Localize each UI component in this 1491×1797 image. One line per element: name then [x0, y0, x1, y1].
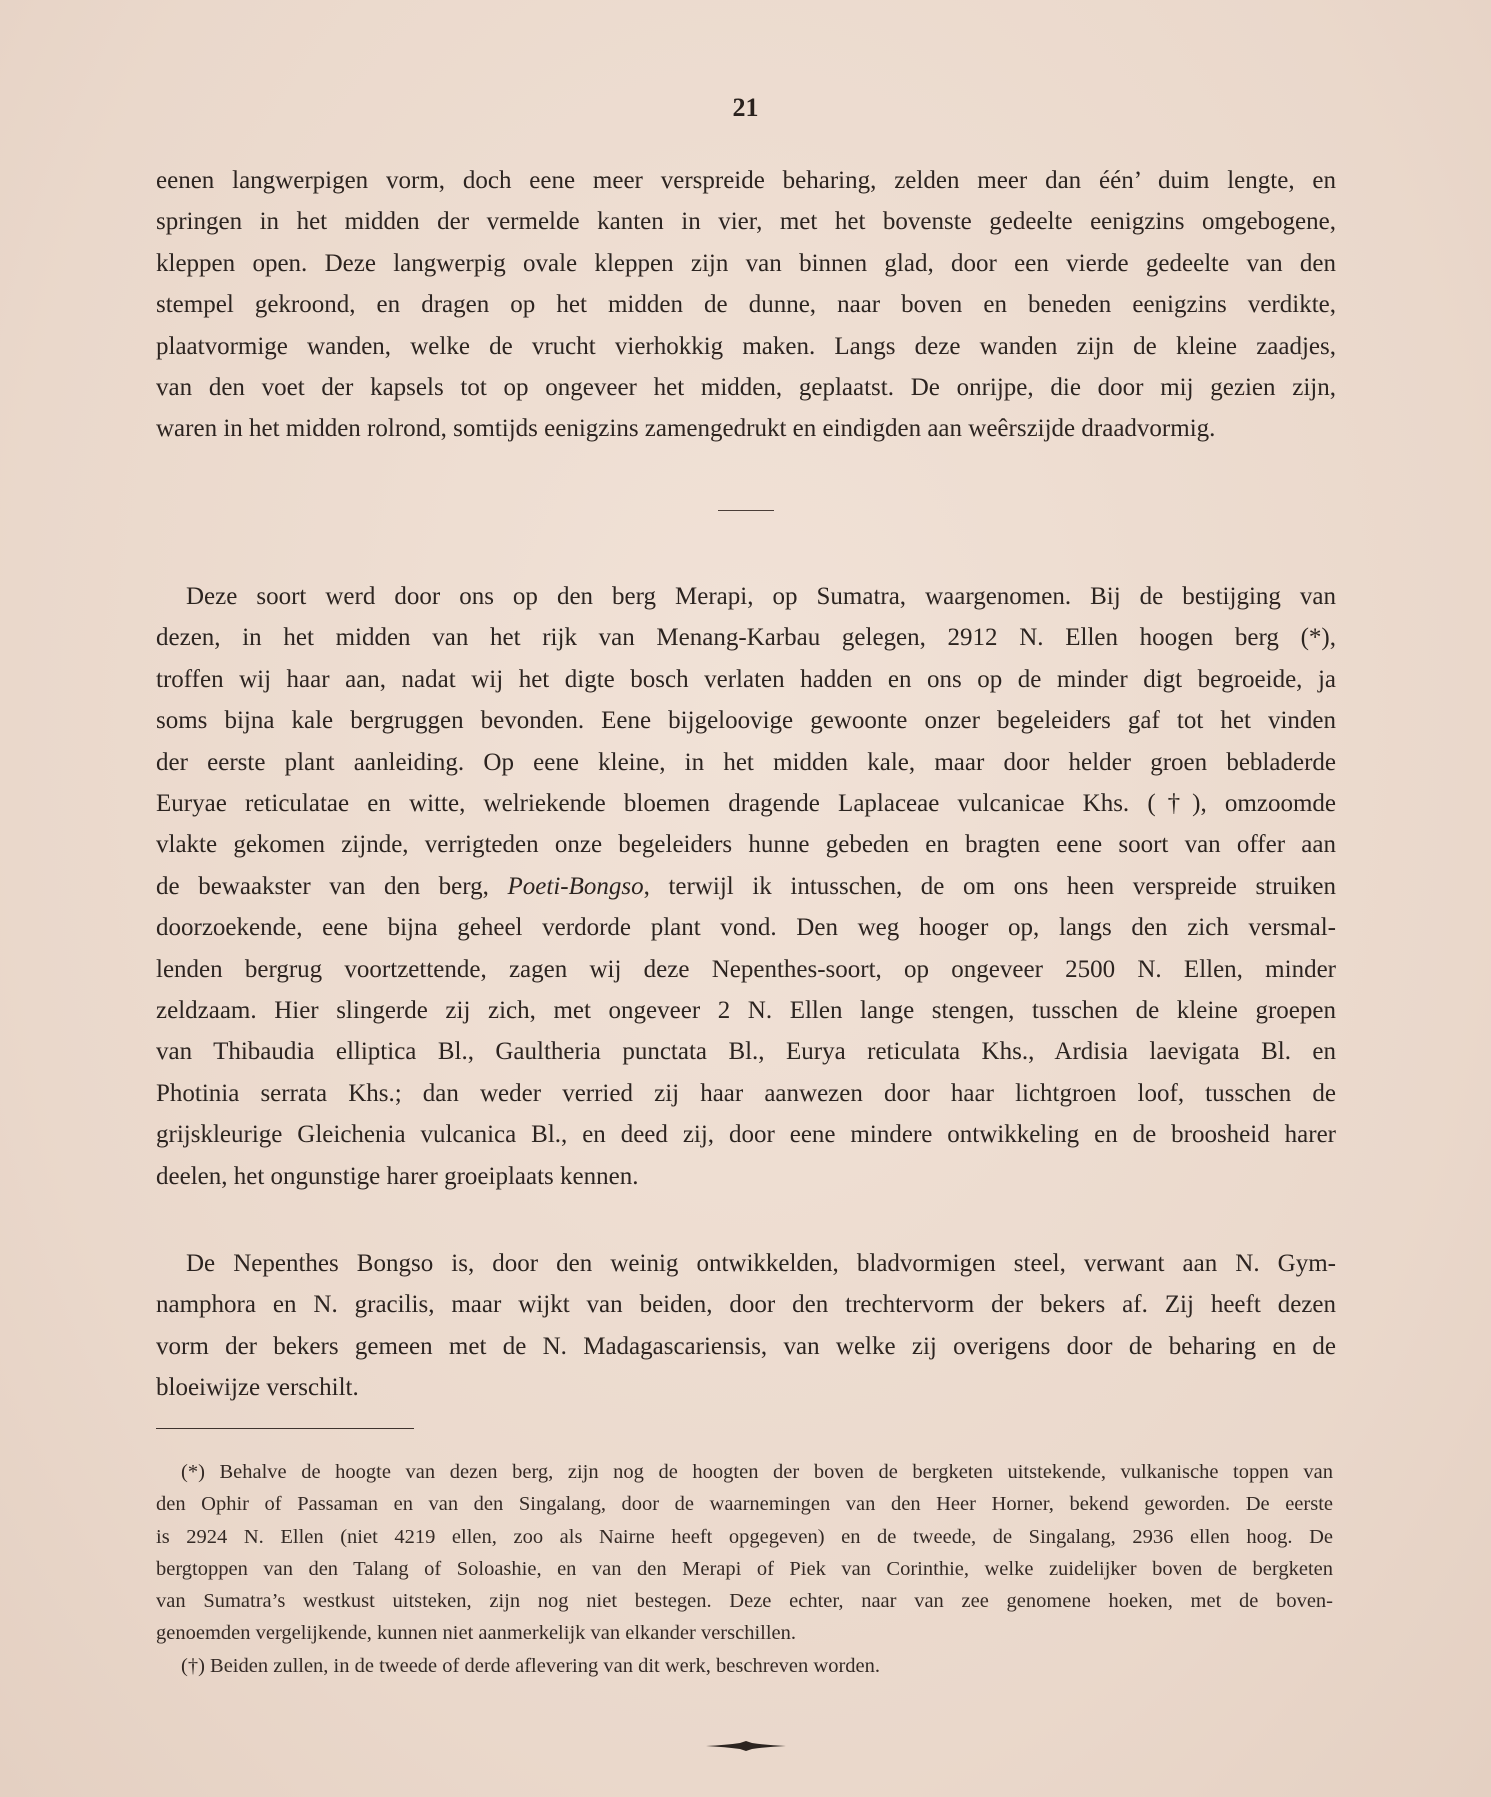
text-line: stempel gekroond, en dragen op het midden de dunne, naar boven en beneden eenigzins verdikte, — [156, 291, 1336, 319]
footnote-line: van Sumatra’s westkust uitsteken, zijn nog niet bestegen. Deze echter, naar van zee genomene hoeken, met de boven- — [156, 1590, 1333, 1613]
text-line: plaatvormige wanden, welke de vrucht vierhokkig maken. Langs deze wanden zijn de kleine zaadjes, — [156, 332, 1336, 360]
footnotes — [156, 1456, 1333, 1682]
text-line: eenen langwerpigen vorm, doch eene meer verspreide beharing, zelden meer dan één’ duim lengte, en — [156, 167, 1336, 194]
tail-ornament-icon — [706, 1740, 786, 1752]
footnote-line: (*) Behalve de hoogte van dezen berg, zijn nog de hoogten der boven de bergketen uitstekende, vulkanische toppen van — [181, 1461, 1333, 1483]
paragraph-3 — [156, 1243, 1336, 1409]
text-line: vorm der bekers gemeen met de N. Madagascariensis, van welke zij overigens door de beharing en de — [156, 1332, 1336, 1360]
text-segment: , terwijl ik intusschen, de om ons heen verspreide struiken — [643, 872, 1336, 900]
text-line: Photinia serrata Khs.; dan weder verried zij haar aanwezen door haar lichtgroen loof, tusschen de — [156, 1079, 1336, 1107]
paragraph-2 — [156, 576, 1336, 1197]
text-line: lenden bergrug voortzettende, zagen wij deze Nepenthes-soort, op ongeveer 2500 N. Ellen, minder — [156, 955, 1336, 983]
text-line: der eerste plant aanleiding. Op eene kleine, in het midden kale, maar door helder groen bebladerde — [156, 748, 1336, 776]
text-line: dezen, in het midden van het rijk van Menang-Karbau gelegen, 2912 N. Ellen hoogen berg (*), — [156, 624, 1336, 652]
text-line: Deze soort werd door ons op den berg Merapi, op Sumatra, waargenomen. Bij de bestijging van — [186, 583, 1336, 610]
text-line: vlakte gekomen zijnde, verrigteden onze begeleiders hunne gebeden en bragten eene soort van offer aan — [156, 831, 1336, 859]
text-line — [156, 866, 1336, 907]
text-line: grijskleurige Gleichenia vulcanica Bl., en deed zij, door eene mindere ontwikkeling en de broosheid harer — [156, 1121, 1336, 1149]
text-line: bloeiwijze verschilt. — [156, 1374, 359, 1402]
footnote-line: is 2924 N. Ellen (niet 4219 ellen, zoo als Nairne heeft opgegeven) en de tweede, de Singalang, 2936 ellen hoog. De — [156, 1525, 1333, 1548]
footnote-line: genoemden vergelijkende, kunnen niet aanmerkelijk van elkander verschillen. — [156, 1622, 797, 1645]
text-line: kleppen open. Deze langwerpig ovale kleppen zijn van binnen glad, door een vierde gedeelte van den — [156, 249, 1336, 277]
text-line: troffen wij haar aan, nadat wij het digte bosch verlaten hadden en ons op de minder digt begroeide, ja — [156, 665, 1336, 693]
text-line: Euryae reticulatae en witte, welriekende bloemen dragende Laplaceae vulcanicae Khs. (†), omzoomde — [156, 790, 1336, 818]
text-line: De Nepenthes Bongso is, door den weinig ontwikkelden, bladvormigen steel, verwant aan N. Gym- — [186, 1250, 1336, 1277]
paragraph-1 — [156, 160, 1336, 450]
footnote-line: bergtoppen van den Talang of Soloashie, en van den Merapi of Piek van Corinthie, welke zuidelijker boven de bergketen — [156, 1557, 1333, 1580]
text-line: zeldzaam. Hier slingerde zij zich, met ongeveer 2 N. Ellen lange stengen, tusschen de kleine groepen — [156, 997, 1336, 1025]
text-line: soms bijna kale bergruggen bevonden. Eene bijgeloovige gewoonte onzer begeleiders gaf tot het vinden — [156, 707, 1336, 735]
text-line: van den voet der kapsels tot op ongeveer het midden, geplaatst. De onrijpe, die door mij gezien zijn, — [156, 374, 1336, 402]
italic-name: Poeti-Bongso — [507, 872, 644, 900]
footnote-line: den Ophir of Passaman en van den Singalang, door de waarnemingen van den Heer Horner, bekend geworden. De eerste — [156, 1493, 1333, 1516]
text-line: van Thibaudia elliptica Bl., Gaultheria punctata Bl., Eurya reticulata Khs., Ardisia laevigata Bl. en — [156, 1038, 1336, 1066]
footnote-rule — [156, 1428, 414, 1429]
text-line: waren in het midden rolrond, somtijds eenigzins zamengedrukt en eindigden aan weêrszijde draadvormig. — [156, 415, 1216, 443]
text-line: springen in het midden der vermelde kanten in vier, met het bovenste gedeelte eenigzins omgebogene, — [156, 208, 1336, 236]
page-number: 21 — [732, 93, 759, 122]
text-segment: de bewaakster van den berg, — [156, 872, 508, 900]
text-line: deelen, het ongunstige harer groeiplaats kennen. — [156, 1162, 639, 1190]
text-line: doorzoekende, eene bijna geheel verdorde plant vond. Den weg hooger op, langs den zich versmal- — [156, 914, 1336, 942]
footnote-line: (†) Beiden zullen, in de tweede of derde aflevering van dit werk, beschreven worden. — [181, 1654, 880, 1677]
section-divider — [718, 510, 774, 511]
text-line: namphora en N. gracilis, maar wijkt van beiden, door den trechtervorm der bekers af. Zij heeft dezen — [156, 1291, 1336, 1319]
